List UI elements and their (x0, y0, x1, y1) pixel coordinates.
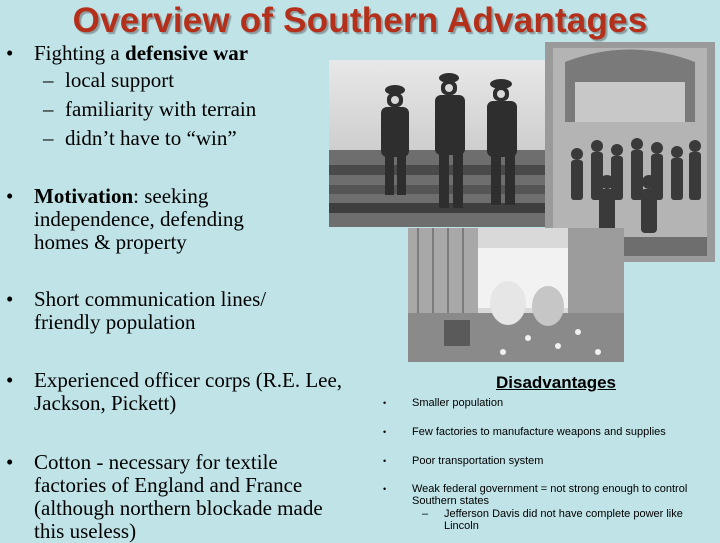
bullet-symbol: • (6, 287, 14, 311)
disadvantages-title: Disadvantages (496, 373, 616, 392)
advantages-list: • Fighting a defensive war – local support – familiarity with terrain – didn’t have to “win” • Motivation: seeking independence, defending homes & property • Short communication lines/ friendly population • Experienced officer corps (R.E. Lee, Jackson, Pickett) • Cotton - necessary for textile factories of England and France (although northern blockade made this useless) (6, 41, 343, 543)
bullet-symbol: • (383, 484, 387, 494)
bullet-symbol: • (6, 450, 14, 474)
dash-symbol: – (43, 97, 54, 121)
motivation-rest: : seeking independence, defending homes & property (34, 184, 244, 254)
dash-symbol: – (43, 68, 54, 92)
slide-title: Overview of Southern Advantages (72, 1, 648, 40)
cotton-warehouse-photo (408, 228, 624, 362)
sub-win: – didn’t have to “win” (43, 124, 237, 153)
sub-terrain: – familiarity with terrain (43, 95, 256, 124)
dash-symbol: – (43, 126, 54, 150)
sub-local-support: – local support (43, 66, 174, 95)
bullet-symbol: • (383, 427, 387, 437)
bullet-symbol: • (6, 184, 14, 208)
bullet-symbol: • (383, 456, 387, 466)
bullet-symbol: • (383, 398, 387, 408)
bullet-symbol: • (6, 368, 14, 392)
defensive-prefix: Fighting a (34, 41, 126, 65)
dash-symbol: – (422, 508, 429, 520)
bullet-symbol: • (6, 41, 14, 65)
soldiers-photo (329, 60, 559, 227)
defensive-bold: defensive war (125, 41, 249, 65)
motivation-bold: Motivation (34, 184, 134, 208)
